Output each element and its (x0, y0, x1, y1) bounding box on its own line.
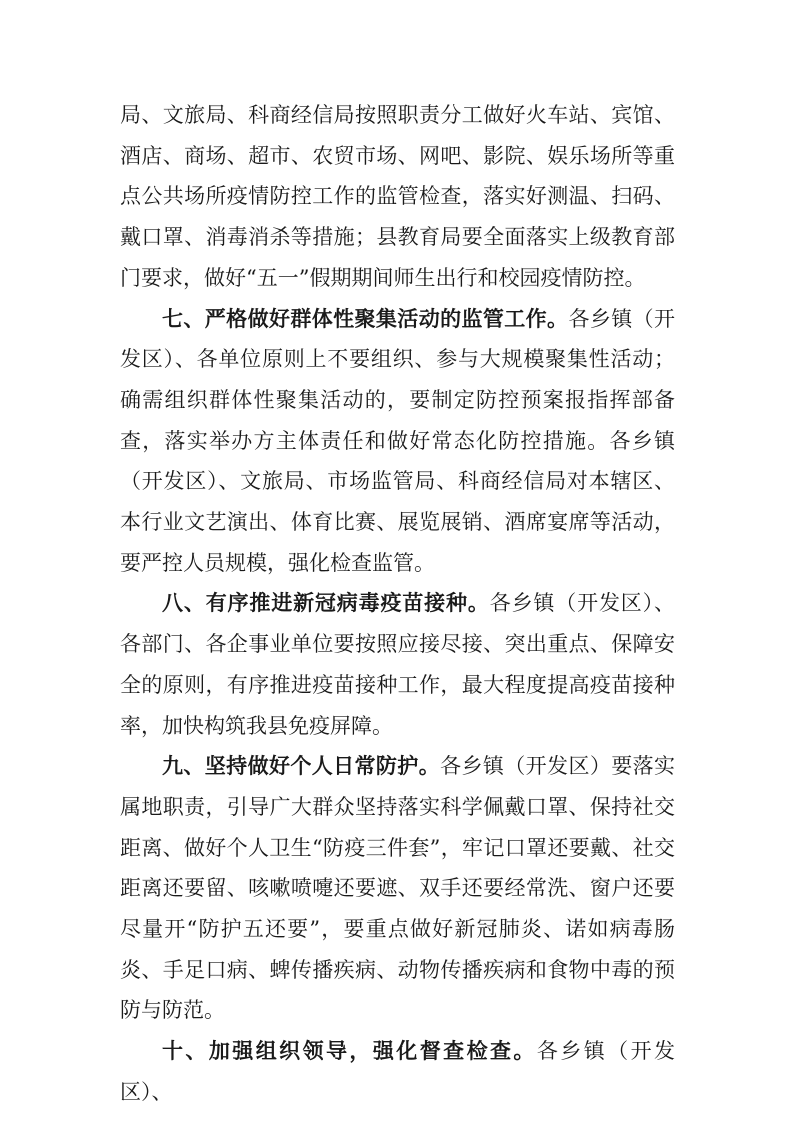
paragraph-section-9 (120, 746, 675, 1031)
paragraph-section-7 (120, 299, 675, 584)
paragraph-section-8 (120, 583, 675, 746)
paragraph-body: 各乡镇（开发区）、 (120, 1039, 676, 1104)
paragraph-section-10 (120, 1031, 675, 1112)
paragraph-body: 各乡镇（开发区）、各部门、各企事业单位要按照应接尽接、突出重点、保障安全的原则，有序推进疫苗接种工作，最大程度提高疫苗接种率，加快构筑我县免疫屏障。 (120, 591, 676, 738)
section-heading: 七、严格做好群体性聚集活动的监管工作。 (162, 306, 569, 331)
document-body (120, 95, 675, 1113)
paragraph-continued (120, 95, 675, 299)
paragraph-body: 各乡镇（开发区）要落实属地职责，引导广大群众坚持落实科学佩戴口罩、保持社交距离、做好个人卫生“防疫三件套”，牢记口罩还要戴、社交距离还要留、咳嗽喷嚏还要遮、双手还要经常洗、窗户还要尽量开“防护五还要”，要重点做好新冠肺炎、诺如病毒肠炎、手足口病、蜱传播疾病、动物传播疾病和食物中毒的预防与防范。 (120, 754, 676, 1023)
paragraph-body: 各乡镇（开发区）、各单位原则上不要组织、参与大规模聚集性活动；确需组织群体性聚集活动的，要制定防控预案报指挥部备查，落实举办方主体责任和做好常态化防控措施。各乡镇（开发区）、文旅局、市场监管局、科商经信局对本辖区、本行业文艺演出、体育比赛、展览展销、酒席宴席等活动，要严控人员规模，强化检查监管。 (120, 306, 676, 575)
paragraph-body: 局、文旅局、科商经信局按照职责分工做好火车站、宾馆、酒店、商场、超市、农贸市场、网吧、影院、娱乐场所等重点公共场所疫情防控工作的监管检查，落实好测温、扫码、戴口罩、消毒消杀等措施；县教育局要全面落实上级教育部门要求，做好“五一”假期期间师生出行和校园疫情防控。 (120, 103, 675, 290)
section-heading: 九、坚持做好个人日常防护。 (162, 754, 441, 779)
section-heading: 八、有序推进新冠病毒疫苗接种。 (162, 591, 490, 616)
section-heading: 十、加强组织领导，强化督查检查。 (162, 1039, 537, 1064)
